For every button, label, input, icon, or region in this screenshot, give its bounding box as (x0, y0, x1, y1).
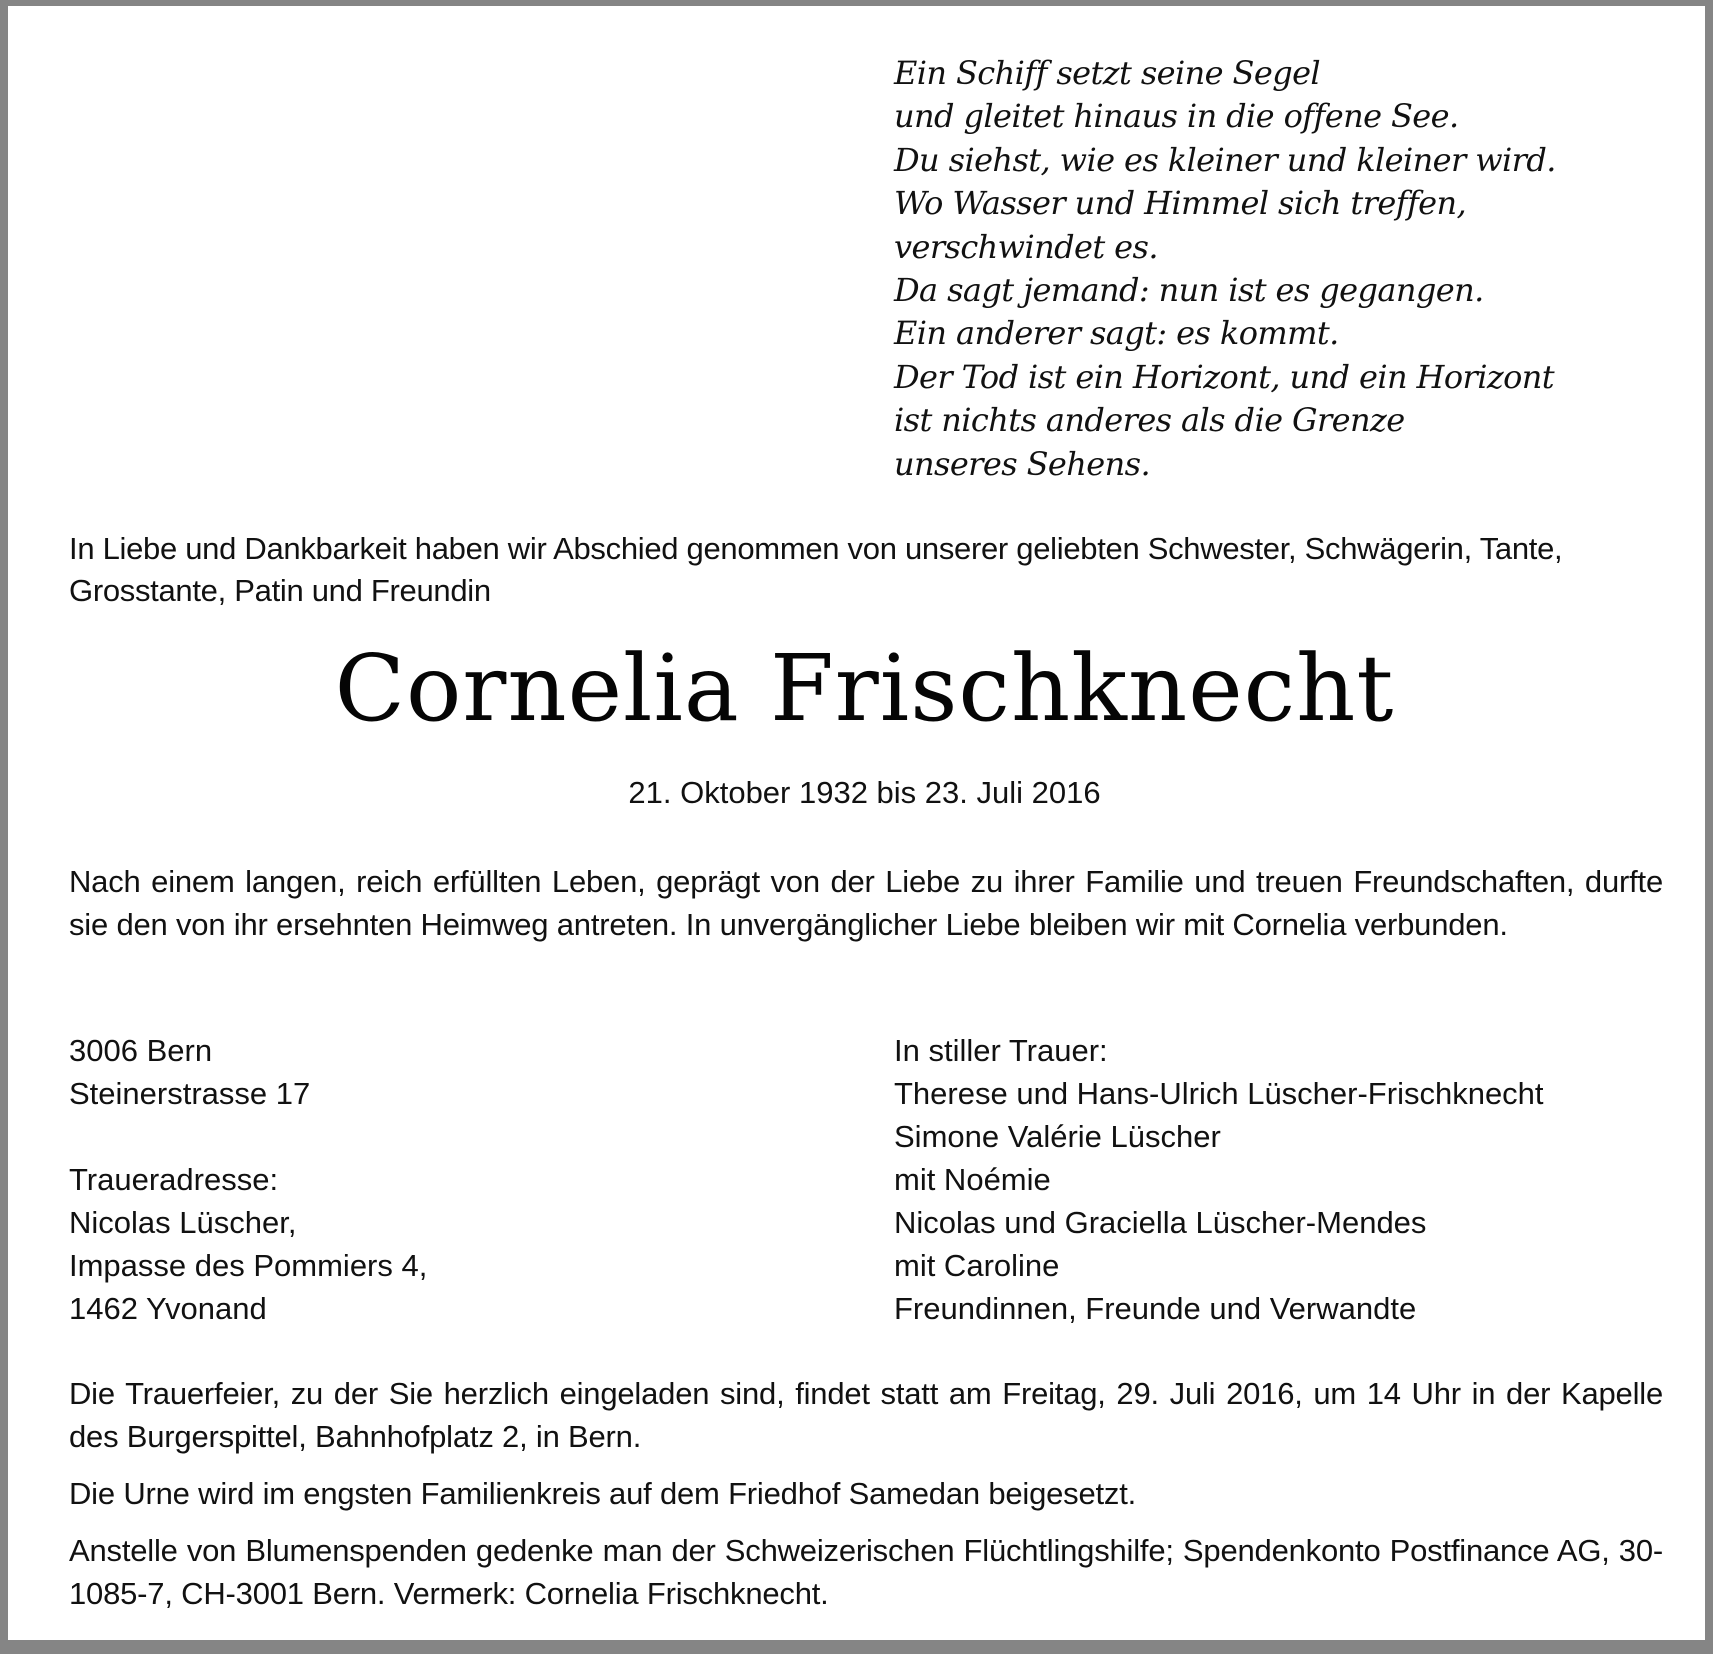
mourning-address-line: Impasse des Pommiers 4, (69, 1248, 428, 1283)
mourning-address-line: 1462 Yvonand (69, 1291, 267, 1326)
address-column (69, 1029, 769, 1330)
mourners-column (894, 1029, 1664, 1330)
mourner-line: Freundinnen, Freunde und Verwandte (894, 1291, 1417, 1326)
home-address-line: 3006 Bern (69, 1033, 213, 1068)
poem-line: Wo Wasser und Himmel sich treffen, (894, 184, 1467, 223)
mourner-line: mit Caroline (894, 1248, 1060, 1283)
urn-notice: Die Urne wird im engsten Familienkreis auf dem Friedhof Samedan beigesetzt. (69, 1476, 1137, 1511)
mourner-line: Nicolas und Graciella Lüscher-Mendes (894, 1205, 1427, 1240)
poem-line: Ein anderer sagt: es kommt. (894, 314, 1339, 353)
mourner-line: In stiller Trauer: (894, 1033, 1108, 1068)
ceremony-notice: Die Trauerfeier, zu der Sie herzlich eingeladen sind, findet statt am Freitag, 29. Juli 2016, um 14 Uhr in der Kapelle des Burgerspittel, Bahnhofplatz 2, in Bern. (69, 1376, 1663, 1454)
poem-line: Da sagt jemand: nun ist es gegangen. (894, 271, 1484, 310)
life-dates: 21. Oktober 1932 bis 23. Juli 2016 (628, 775, 1101, 810)
intro-text: In Liebe und Dankbarkeit haben wir Abschied genommen von unserer geliebten Schwester, Schwägerin, Tante, Grosstante, Patin und Freundin (69, 531, 1563, 608)
memorial-poem (894, 52, 1614, 486)
mourning-address-line: Nicolas Lüscher, (69, 1205, 297, 1240)
home-address-line: Steinerstrasse 17 (69, 1076, 311, 1111)
poem-line: verschwindet es. (894, 227, 1158, 266)
mourning-address-line: Traueradresse: (69, 1162, 279, 1197)
poem-line: und gleitet hinaus in die offene See. (894, 97, 1459, 136)
mourner-line: mit Noémie (894, 1162, 1051, 1197)
poem-line: ist nichts anderes als die Grenze (894, 401, 1405, 440)
poem-line: unseres Sehens. (894, 444, 1151, 483)
mourner-line: Simone Valérie Lüscher (894, 1119, 1221, 1154)
donation-notice: Anstelle von Blumenspenden gedenke man der Schweizerischen Flüchtlingshilfe; Spendenkonto Postfinance AG, 30-1085-7, CH-3001 Bern. Vermerk: Cornelia Frischknecht. (69, 1533, 1663, 1611)
poem-line: Du siehst, wie es kleiner und kleiner wird. (894, 140, 1556, 179)
spacer (69, 1115, 769, 1158)
mourner-line: Therese und Hans-Ulrich Lüscher-Frischknecht (894, 1076, 1544, 1111)
tribute-paragraph: Nach einem langen, reich erfüllten Leben, geprägt von der Liebe zu ihrer Familie und treuen Freundschaften, durfte sie den von ihr ersehnten Heimweg antreten. In unvergänglicher Liebe bleiben wir mit Cornelia verbunden. (69, 864, 1663, 942)
poem-line: Der Tod ist ein Horizont, und ein Horizont (894, 357, 1555, 396)
poem-line: Ein Schiff setzt seine Segel (894, 54, 1321, 92)
deceased-name: Cornelia Frischknecht (334, 635, 1395, 742)
